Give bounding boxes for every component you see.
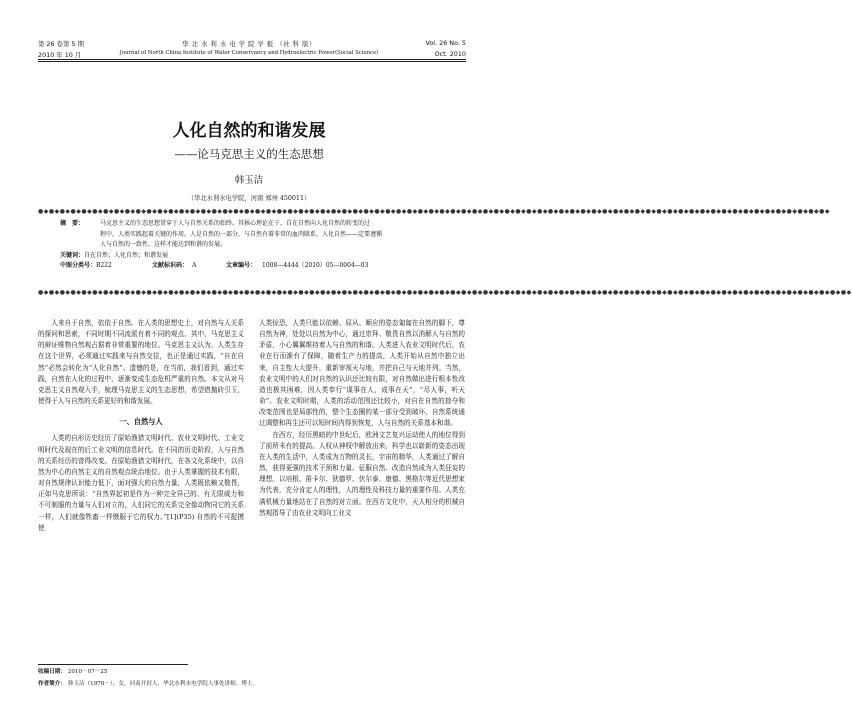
article-title: 人化自然的和谐发展 — [172, 121, 326, 141]
abstract-text — [100, 219, 466, 251]
date-en: Oct. 2010 — [434, 50, 466, 58]
classification-row — [38, 261, 466, 272]
header-rule-thin — [38, 61, 466, 62]
divider-bottom: ●◆●◆●◆●◆●◆●◆●◆●◆●◆●◆●◆●◆●◆●◆●◆●◆●◆●◆●◆●◆●◆●◆●◆●◆●◆●◆●◆●◆●◆●◆●◆●◆●◆●◆●◆●◆●◆●◆●◆●◆●◆●◆●◆●◆●◆●◆●◆●◆●◆●◆●◆●◆●◆●◆●◆●◆●◆●◆●◆●◆●◆●◆●◆●◆●◆●◆●◆●◆●◆●◆●◆●◆●◆●◆●◆ — [38, 289, 852, 296]
abstract-line: 马克思主义的生态思想贯穿于人与自然关系的始终。其核心理论在于，自在自然向人化自然的转变的过 — [100, 220, 371, 227]
doc-code-label: 文献标识码： — [152, 262, 189, 270]
intro-paragraph: 人来自于自然，依依于自然。在人类的思想史上，对自然与人关系的探问和思索，不同时期不同流派有着不同的观点。其中，马克思主义的辩证唯物自然观占据着非常重要的地位。马克思主义认为，人类生存在这个世界，必须通过实践来与自然交往，也正是通过实践，“自在自然”必然会转化为“人化自然”。遗憾的是，在当前，我们看到，通过实践，自然在人化的过程中，逐渐变成生态危机严重的自然。本文从对马克思主义自然观入手，梳理马克思主义的生态思想，希望借抛砖引玉，使得于人与自然的关系更好的和谐发展。 — [38, 319, 244, 406]
author-bio-value: 韩玉洁（1976－），女，河南开封人，华北水利水电学院人事处讲师，博士。 — [67, 681, 259, 687]
doc-code: A — [192, 262, 197, 270]
abstract-label: 摘 要： — [60, 220, 85, 227]
continued-paragraph: 人类惊恐，人类只能以依赖、屈从、顺应的姿态匍匐在自然的脚下，尊自然为神，处处以自然为中心，通过崇拜、敬畏自然以消解人与自然的矛盾，小心翼翼维持着人与自然的和谐。人类进入农业文明时代后，农业在行而渐有了保障，随着生产力的提高，人类开始从自然中独立出来，自主性大大提升，重新审视天与地，并把自己与天地并列。当然，农业文明中的人们对自然的认识还比较有限，对自然做出进行根本性改造也极其困难，因人类奉行“谋事在人，成事在天”，“尽人事，听天命”。农业文明时期，人类的活动范围还比较小，对自在自然的掠夺和改变范围也是局部性的，整个生态圈的某一部分受到破坏，自然系统通过调整和再生还可以短时间内得到恢复，人与自然的关系基本和谐。 — [259, 319, 465, 428]
abstract-line: 程中，人类实践起着关键的作用。人是自然的一部分，与自然有着非常的血肉联系，人化自然——定要遵循 — [100, 230, 383, 238]
keywords-label: 关键词： — [60, 251, 85, 259]
body-paragraph: 在西方，经历黑暗的中世纪后，欧洲文艺复兴运动使人的地位得到了前所未有的提高。人权从神权中解放出来，科学也以崭新的姿态出现在人类的生活中，人类成为万物的灵长，宇宙的精华，人类通过了解自然，获得更强的技术干预和力量。征服自然、改造自然成为人类狂妄的理想。以培根、笛卡尔、狄德罗、伏尔泰、康德、黑格尔等近代思想家为代表，充分肯定人的理性，人的理性及科技力量的重要作用。人类充满机械力量地站在了自然的对立面。在西方文化中，天人相分的机械自然观指导了由农业文明向工业文 — [259, 430, 465, 517]
author-bio — [38, 679, 258, 689]
section-heading: 一、自然与人 — [119, 417, 163, 427]
received-date — [38, 667, 107, 677]
date-cn: 2010 年 10 月 — [38, 51, 82, 59]
header-rule — [38, 59, 466, 60]
right-column — [259, 318, 465, 519]
section-paragraph: 人类的自形历史经历了原始渔猎文明时代、农业文明时代、工业文明时代及现在的后工业文明的信息时代。在不同的历史阶段，人与自然的关系经历的曾得改变。在原始渔猎文明时代，在各文化系统中，以自然为中心的自然主义的自然观点统治地位。由于人类掌握的技术有限，对自然规律认识能力低下，面对强大的自然力量，人类既依赖又敬畏，正如马克思所说：“自然界起初是作为一种完全异己的、有无限威力和不可制服的力量与人们对立的，人们同它的关系完全像动物同它的关系一样，人们就像牲畜一样慑服于它的权力。”[1](P35) 自然的不可捉摸使 — [38, 434, 244, 532]
footnote-rule — [38, 664, 188, 665]
keywords: 自在自然；人化自然；和谐发展 — [84, 251, 169, 259]
journal-en: Journal of North China Institute of Water Conservancy and Hydroelectric Power(Social Science) — [119, 50, 379, 56]
article-no-label: 文章编号： — [226, 262, 257, 270]
received-label: 收稿日期： — [38, 669, 66, 675]
volume-cn: 第 26 卷第 5 期 — [38, 40, 84, 48]
clc-code: B222 — [96, 262, 112, 270]
left-column — [38, 318, 244, 534]
article-no: 1008—4444（2010）05—0004—03 — [262, 262, 369, 270]
volume-en: Vol. 26 No. 5 — [425, 39, 466, 47]
abstract-row — [38, 219, 466, 251]
article-subtitle: ——论马克思主义的生态思想 — [174, 147, 324, 161]
received-value: 2010－07－25 — [67, 669, 108, 675]
keywords-row — [38, 251, 466, 262]
abstract-block — [38, 219, 466, 272]
clc-label: 中图分类号： — [60, 262, 97, 270]
author-name: 韩玉洁 — [234, 175, 264, 186]
author-bio-label: 作者简介： — [38, 681, 66, 687]
abstract-line: 人与自然的一致性，这样才能达到和谐的发展。 — [100, 241, 227, 249]
author-affiliation: （华北水利水电学院，河南 郑州 450011） — [187, 195, 311, 202]
journal-cn: 华 北 水 利 水 电 学 院 学 报 （社 科 版） — [182, 40, 316, 48]
divider-top: ●◆●◆●◆●◆●◆●◆●◆●◆●◆●◆●◆●◆●◆●◆●◆●◆●◆●◆●◆●◆●◆●◆●◆●◆●◆●◆●◆●◆●◆●◆●◆●◆●◆●◆●◆●◆●◆●◆●◆●◆●◆●◆●◆●◆●◆●◆●◆●◆●◆●◆●◆●◆●◆●◆●◆●◆●◆●◆●◆●◆●◆●◆●◆●◆●◆●◆●◆●◆●◆●◆●◆●◆●◆ — [38, 208, 831, 215]
